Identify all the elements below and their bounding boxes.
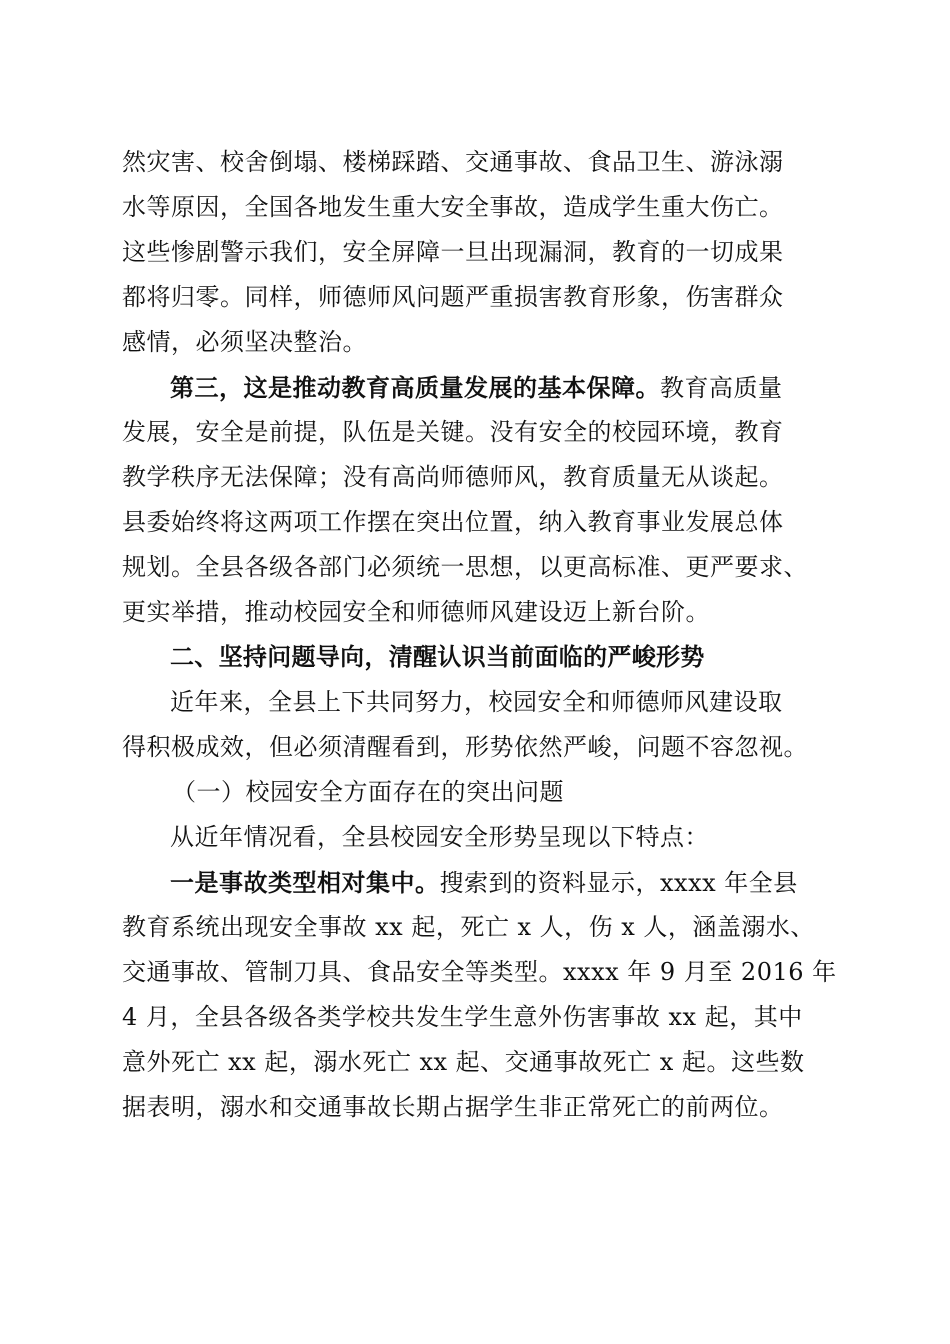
- text-line: 近年来，全县上下共同努力，校园安全和师德师风建设取: [170, 688, 783, 716]
- document-body: [122, 140, 837, 1130]
- paragraph-lead: 第三，这是推动教育高质量发展的基本保障。: [170, 373, 660, 402]
- text-line: 交通事故、管制刀具、食品安全等类型。xxxx 年 9 月至 2016 年: [122, 958, 837, 986]
- subsection-heading: （一）校园安全方面存在的突出问题: [172, 778, 564, 806]
- paragraph-features-intro: 从近年情况看，全县校园安全形势呈现以下特点：: [170, 823, 709, 851]
- text-line: 感情，必须坚决整治。: [122, 328, 367, 356]
- text-line: 都将归零。同样，师德师风问题严重损害教育形象，伤害群众: [122, 283, 784, 311]
- text-line: 发展，安全是前提，队伍是关键。没有安全的校园环境，教育: [122, 418, 784, 446]
- text-run: 教育高质量: [660, 374, 783, 402]
- text-line: 县委始终将这两项工作摆在突出位置，纳入教育事业发展总体: [122, 508, 784, 536]
- paragraph-lead: 一是事故类型相对集中。: [170, 868, 440, 897]
- text-line: [122, 365, 830, 410]
- text-line: 4 月，全县各级各类学校共发生学生意外伤害事故 xx 起，其中: [122, 1003, 803, 1031]
- text-line: 教育系统出现安全事故 xx 起，死亡 x 人，伤 x 人，涵盖溺水、: [122, 913, 815, 941]
- paragraph-third-point: [122, 365, 830, 635]
- text-line: [122, 860, 830, 905]
- text-line: 得积极成效，但必须清醒看到，形势依然严峻，问题不容忽视。: [122, 733, 808, 761]
- text-line: 规划。全县各级各部门必须统一思想，以更高标准、更严要求、: [122, 553, 808, 581]
- text-line: 意外死亡 xx 起，溺水死亡 xx 起、交通事故死亡 x 起。这些数: [122, 1048, 805, 1076]
- paragraph-disasters: [122, 140, 830, 365]
- text-line: 这些惨剧警示我们，安全屏障一旦出现漏洞，教育的一切成果: [122, 238, 784, 266]
- text-line: 教学秩序无法保障；没有高尚师德师风，教育质量无从谈起。: [122, 463, 784, 491]
- section-heading: 二、坚持问题导向，清醒认识当前面临的严峻形势: [170, 643, 705, 671]
- text-line: 水等原因，全国各地发生重大安全事故，造成学生重大伤亡。: [122, 193, 784, 221]
- text-run: 搜索到的资料显示，xxxx 年全县: [439, 869, 798, 897]
- paragraph-accident-types: [122, 860, 837, 1130]
- text-line: 据表明，溺水和交通事故长期占据学生非正常死亡的前两位。: [122, 1093, 784, 1121]
- text-line: 更实举措，推动校园安全和师德师风建设迈上新台阶。: [122, 598, 710, 626]
- paragraph-recent-years: [122, 680, 830, 770]
- text-line: 然灾害、校舍倒塌、楼梯踩踏、交通事故、食品卫生、游泳溺: [122, 148, 784, 176]
